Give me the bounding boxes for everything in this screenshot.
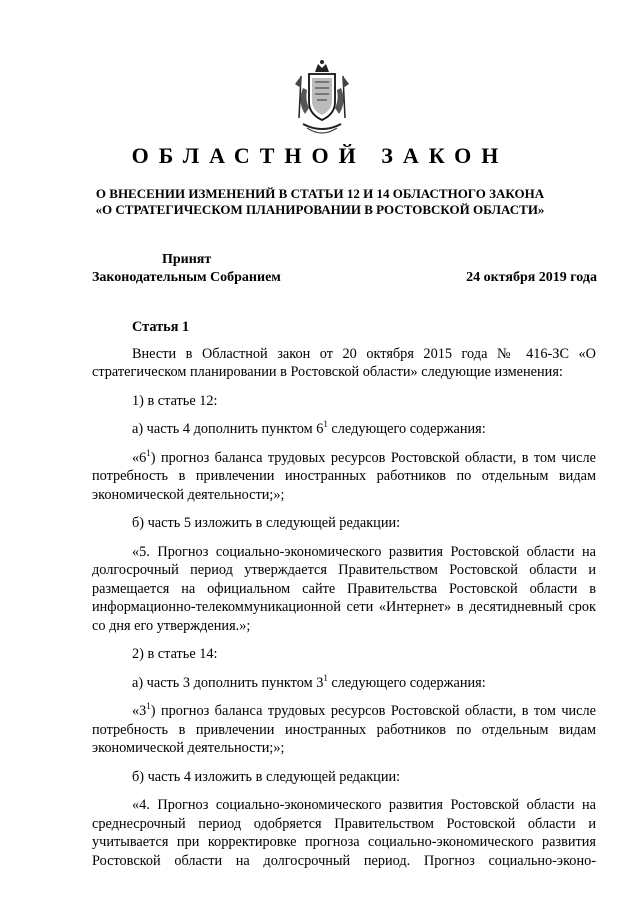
paragraph: «5. Прогноз социально-экономического развития Ростовской области на долгосрочный период утверждается Правительством Ростовской области и размещается на официальном сайте Правительства Ростовской области в информационно-телекоммуникационной сети «Интернет» в десятидневный срок со дня его утверждения.»; xyxy=(92,543,596,634)
paragraph: «$6^1$) прогноз баланса трудовых ресурсов Ростовской области, в том числе потребность в привлечении иностранных работников по отдельным видам экономической деятельности;»; xyxy=(92,447,596,503)
paragraph: 1) в статье 12: xyxy=(132,392,218,409)
paragraph: «4. Прогноз социально-экономического развития Ростовской области на среднесрочный период одобряется Правительством Ростовской области и учитывается при корректировке прогноза социально-экономического развития Ростовской области на долгосрочный период. Прогноз социально-эконо- xyxy=(92,797,596,869)
adopted-date: 24 октября 2019 года xyxy=(466,270,597,285)
paragraph: а) часть 3 дополнить пунктом $3^1$ следующего содержания: xyxy=(132,672,486,691)
law-body xyxy=(92,318,596,870)
paragraph: Внести в Областной закон от 20 октября 2015 года № 416-ЗС «О стратегическом планировании в Ростовской области» следующие изменения: xyxy=(92,345,596,380)
paragraph: 2) в статье 14: xyxy=(132,646,218,662)
coat-of-arms-icon xyxy=(293,58,351,140)
paragraph: «$3^1$) прогноз баланса трудовых ресурсов Ростовской области, в том числе потребность в привлечении иностранных работников по отдельным видам экономической деятельности;»; xyxy=(92,701,596,756)
subtitle-line-1: О ВНЕСЕНИИ ИЗМЕНЕНИЙ В СТАТЬИ 12 И 14 ОБЛАСТНОГО ЗАКОНА xyxy=(95,186,545,201)
law-title: ОБЛАСТНОЙ ЗАКОН xyxy=(131,143,509,168)
paragraph: б) часть 5 изложить в следующей редакции: xyxy=(132,515,401,531)
adopted-by: Законодательным Собранием xyxy=(92,270,281,285)
paragraph: б) часть 4 изложить в следующей редакции: xyxy=(132,768,401,785)
article-heading: Статья 1 xyxy=(132,319,190,335)
paragraph: а) часть 4 дополнить пунктом $6^1$ следующего содержания: xyxy=(132,419,486,437)
adopted-label: Принят xyxy=(162,252,212,267)
subtitle-line-2: «О СТРАТЕГИЧЕСКОМ ПЛАНИРОВАНИИ В РОСТОВСКОЙ ОБЛАСТИ» xyxy=(95,202,545,217)
law-subtitle xyxy=(0,186,640,218)
